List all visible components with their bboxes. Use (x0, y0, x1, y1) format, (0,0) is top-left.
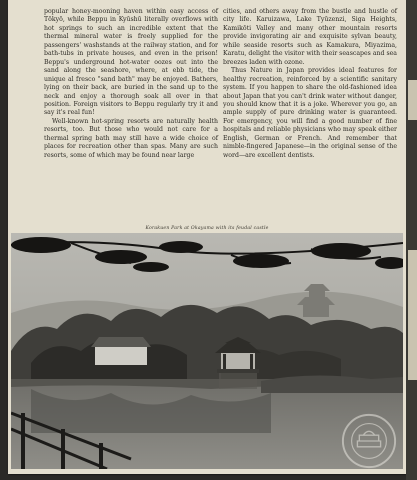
photo-caption: Korakuen Park at Okayama with its feudal castle (145, 226, 269, 231)
paragraph: Thus Nature in Japan provides ideal features for healthy recreation, reinforced by a scientific sanitary system. If you happen to share the old-fashioned idea about Japan that you can't drink water without danger, you should know that it is a joke. Wherever you go, an ample supply of pure drinking water is guaranteed. For emergency, you will find a good number of fine hospitals and reliable physicians who may speak either English, German or French. And remember that nimble-fingered Japanese—in the original sense of the word—are excellent dentists. (223, 67, 397, 159)
text-column-right (223, 8, 397, 160)
adjacent-page-edge (406, 0, 417, 480)
paragraph: popular honey-mooning haven within easy access of Tōkyō, while Beppu in Kyūshū literally overflows with hot springs to such an incredible extent that the thermal mineral water is freely supplied for the passengers' washstands at the railway station, and for bath-tubs in private houses, and even in the prison! Beppu's underground hot-water oozes out into the sand along the seashore, where, at ebb tide, the unique al fresco "sand bath" may be enjoyed. Bathers, lying on their back, are buried in the sand up to the neck and enjoy a thorough soak all over in that position. Foreign visitors to Beppu regularly try it and say it's real fun! (44, 8, 218, 117)
paragraph: Well-known hot-spring resorts are naturally health resorts, too. But those who would not care for a thermal spring bath may still have a wide choice of places for recreation other than spas. Many are such resorts, some of which may be found near large (44, 117, 218, 159)
text-column-left (44, 8, 218, 160)
brochure-page (8, 0, 406, 474)
paragraph: cities, and others away from the bustle and hustle of city life. Karuizawa, Lake Tyūzenzi, Siga Heights, Kamikōti Valley and many other mountain resorts provide invigorating air and exquisite sylvan beauty, while seaside resorts such as Kamakura, Miyazima, Karatu, delight the visitor with their seascapes and sea breezes laden with ozone. (223, 8, 397, 66)
library-watermark-seal (340, 412, 398, 470)
